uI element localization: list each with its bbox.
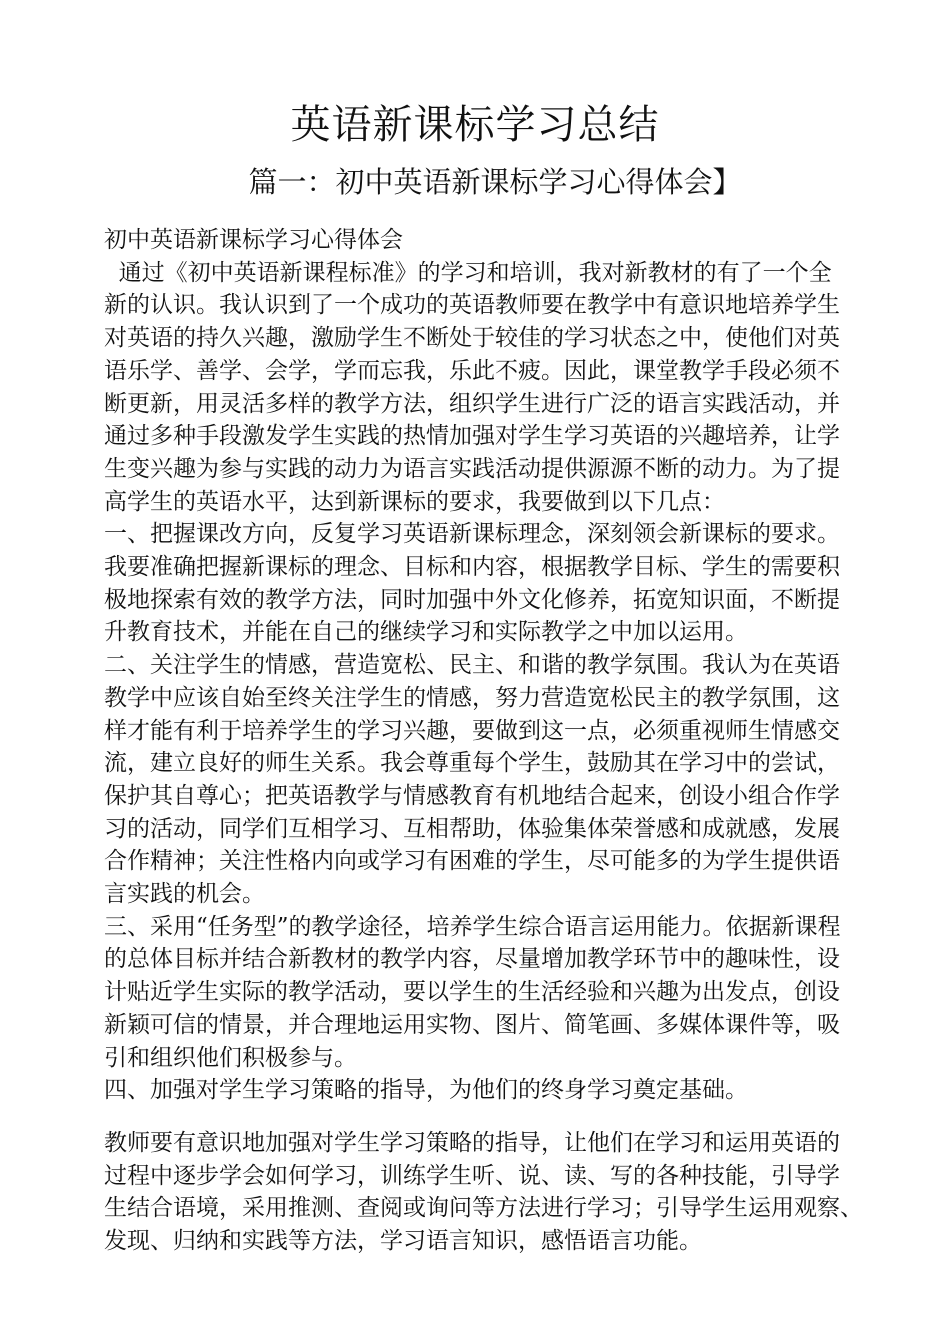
text-line: 通过《初中英语新课程标准》的学习和培训，我对新教材的有了一个全 — [104, 259, 832, 286]
document-body — [104, 224, 863, 1258]
text-line: 样才能有利于培养学生的学习兴趣，要做到这一点，必须重视师生情感交 — [104, 717, 840, 744]
text-line: 极地探索有效的教学方法，同时加强中外文化修养，拓宽知识面，不断提 — [104, 586, 840, 613]
text-line: 通过多种手段激发学生实践的热情加强对学生学习英语的兴趣培养，让学 — [104, 423, 840, 450]
text-line: 教学中应该自始至终关注学生的情感，努力营造宽松民主的教学氛围，这 — [104, 684, 840, 711]
text-line: 教师要有意识地加强对学生学习策略的指导，让他们在学习和运用英语的 — [104, 1129, 840, 1156]
text-line: 言实践的机会。 — [104, 881, 265, 908]
text-line: 对英语的持久兴趣，激励学生不断处于较佳的学习状态之中，使他们对英 — [104, 325, 840, 352]
text-line: 计贴近学生实际的教学活动，要以学生的生活经验和兴趣为出发点，创设 — [104, 979, 840, 1006]
text-line: 语乐学、善学、会学，学而忘我，乐此不疲。因此，课堂教学手段必须不 — [104, 357, 840, 384]
text-line: 生变兴趣为参与实践的动力为语言实践活动提供源源不断的动力。为了提 — [104, 455, 840, 482]
section-heading-4: 四、加强对学生学习策略的指导，为他们的终身学习奠定基础。 — [104, 1077, 748, 1104]
section-heading-3: 三、采用“任务型”的教学途径，培养学生综合语言运用能力。依据新课程 — [104, 913, 841, 940]
text-line: 新颖可信的情景，并合理地运用实物、图片、简笔画、多媒体课件等，吸 — [104, 1011, 840, 1038]
text-line: 初中英语新课标学习心得体会 — [104, 227, 403, 253]
text-line: 合作精神；关注性格内向或学习有困难的学生，尽可能多的为学生提供语 — [104, 848, 840, 875]
text-line: 发现、归纳和实践等方法，学习语言知识，感悟语言功能。 — [104, 1228, 702, 1255]
paragraph-gap — [104, 1107, 856, 1127]
text-line: 保护其自尊心；把英语教学与情感教育有机地结合起来，创设小组合作学 — [104, 782, 840, 809]
text-line: 的总体目标并结合新教材的教学内容，尽量增加教学环节中的趣味性，设 — [104, 946, 840, 973]
document-title: 英语新课标学习总结 — [290, 102, 660, 148]
section-heading-1: 一、把握课改方向，反复学习英语新课标理念，深刻领会新课标的要求。 — [104, 521, 840, 548]
text-line: 高学生的英语水平，达到新课标的要求，我要做到以下几点： — [104, 488, 725, 515]
text-line: 习的活动，同学们互相学习、互相帮助，体验集体荣誉感和成就感，发展 — [104, 815, 840, 842]
text-line: 断更新，用灵活多样的教学方法，组织学生进行广泛的语言实践活动，并 — [104, 390, 840, 417]
text-line: 新的认识。我认识到了一个成功的英语教师要在教学中有意识地培养学生 — [104, 292, 840, 319]
text-line: 流，建立良好的师生关系。我会尊重每个学生，鼓励其在学习中的尝试， — [104, 750, 840, 777]
text-line: 生结合语境，采用推测、查阅或询问等方法进行学习；引导学生运用观察、 — [104, 1195, 863, 1222]
section-heading-2: 二、关注学生的情感，营造宽松、民主、和谐的教学氛围。我认为在英语 — [104, 652, 840, 679]
text-line: 升教育技术，并能在自己的继续学习和实际教学之中加以运用。 — [104, 619, 748, 646]
text-line: 我要准确把握新课标的理念、目标和内容，根据教学目标、学生的需要积 — [104, 554, 840, 581]
text-line: 过程中逐步学会如何学习，训练学生听、说、读、写的各种技能，引导学 — [104, 1162, 840, 1189]
document-subtitle: 篇一：初中英语新课标学习心得体会】 — [248, 165, 742, 199]
text-line: 引和组织他们积极参与。 — [104, 1044, 357, 1071]
